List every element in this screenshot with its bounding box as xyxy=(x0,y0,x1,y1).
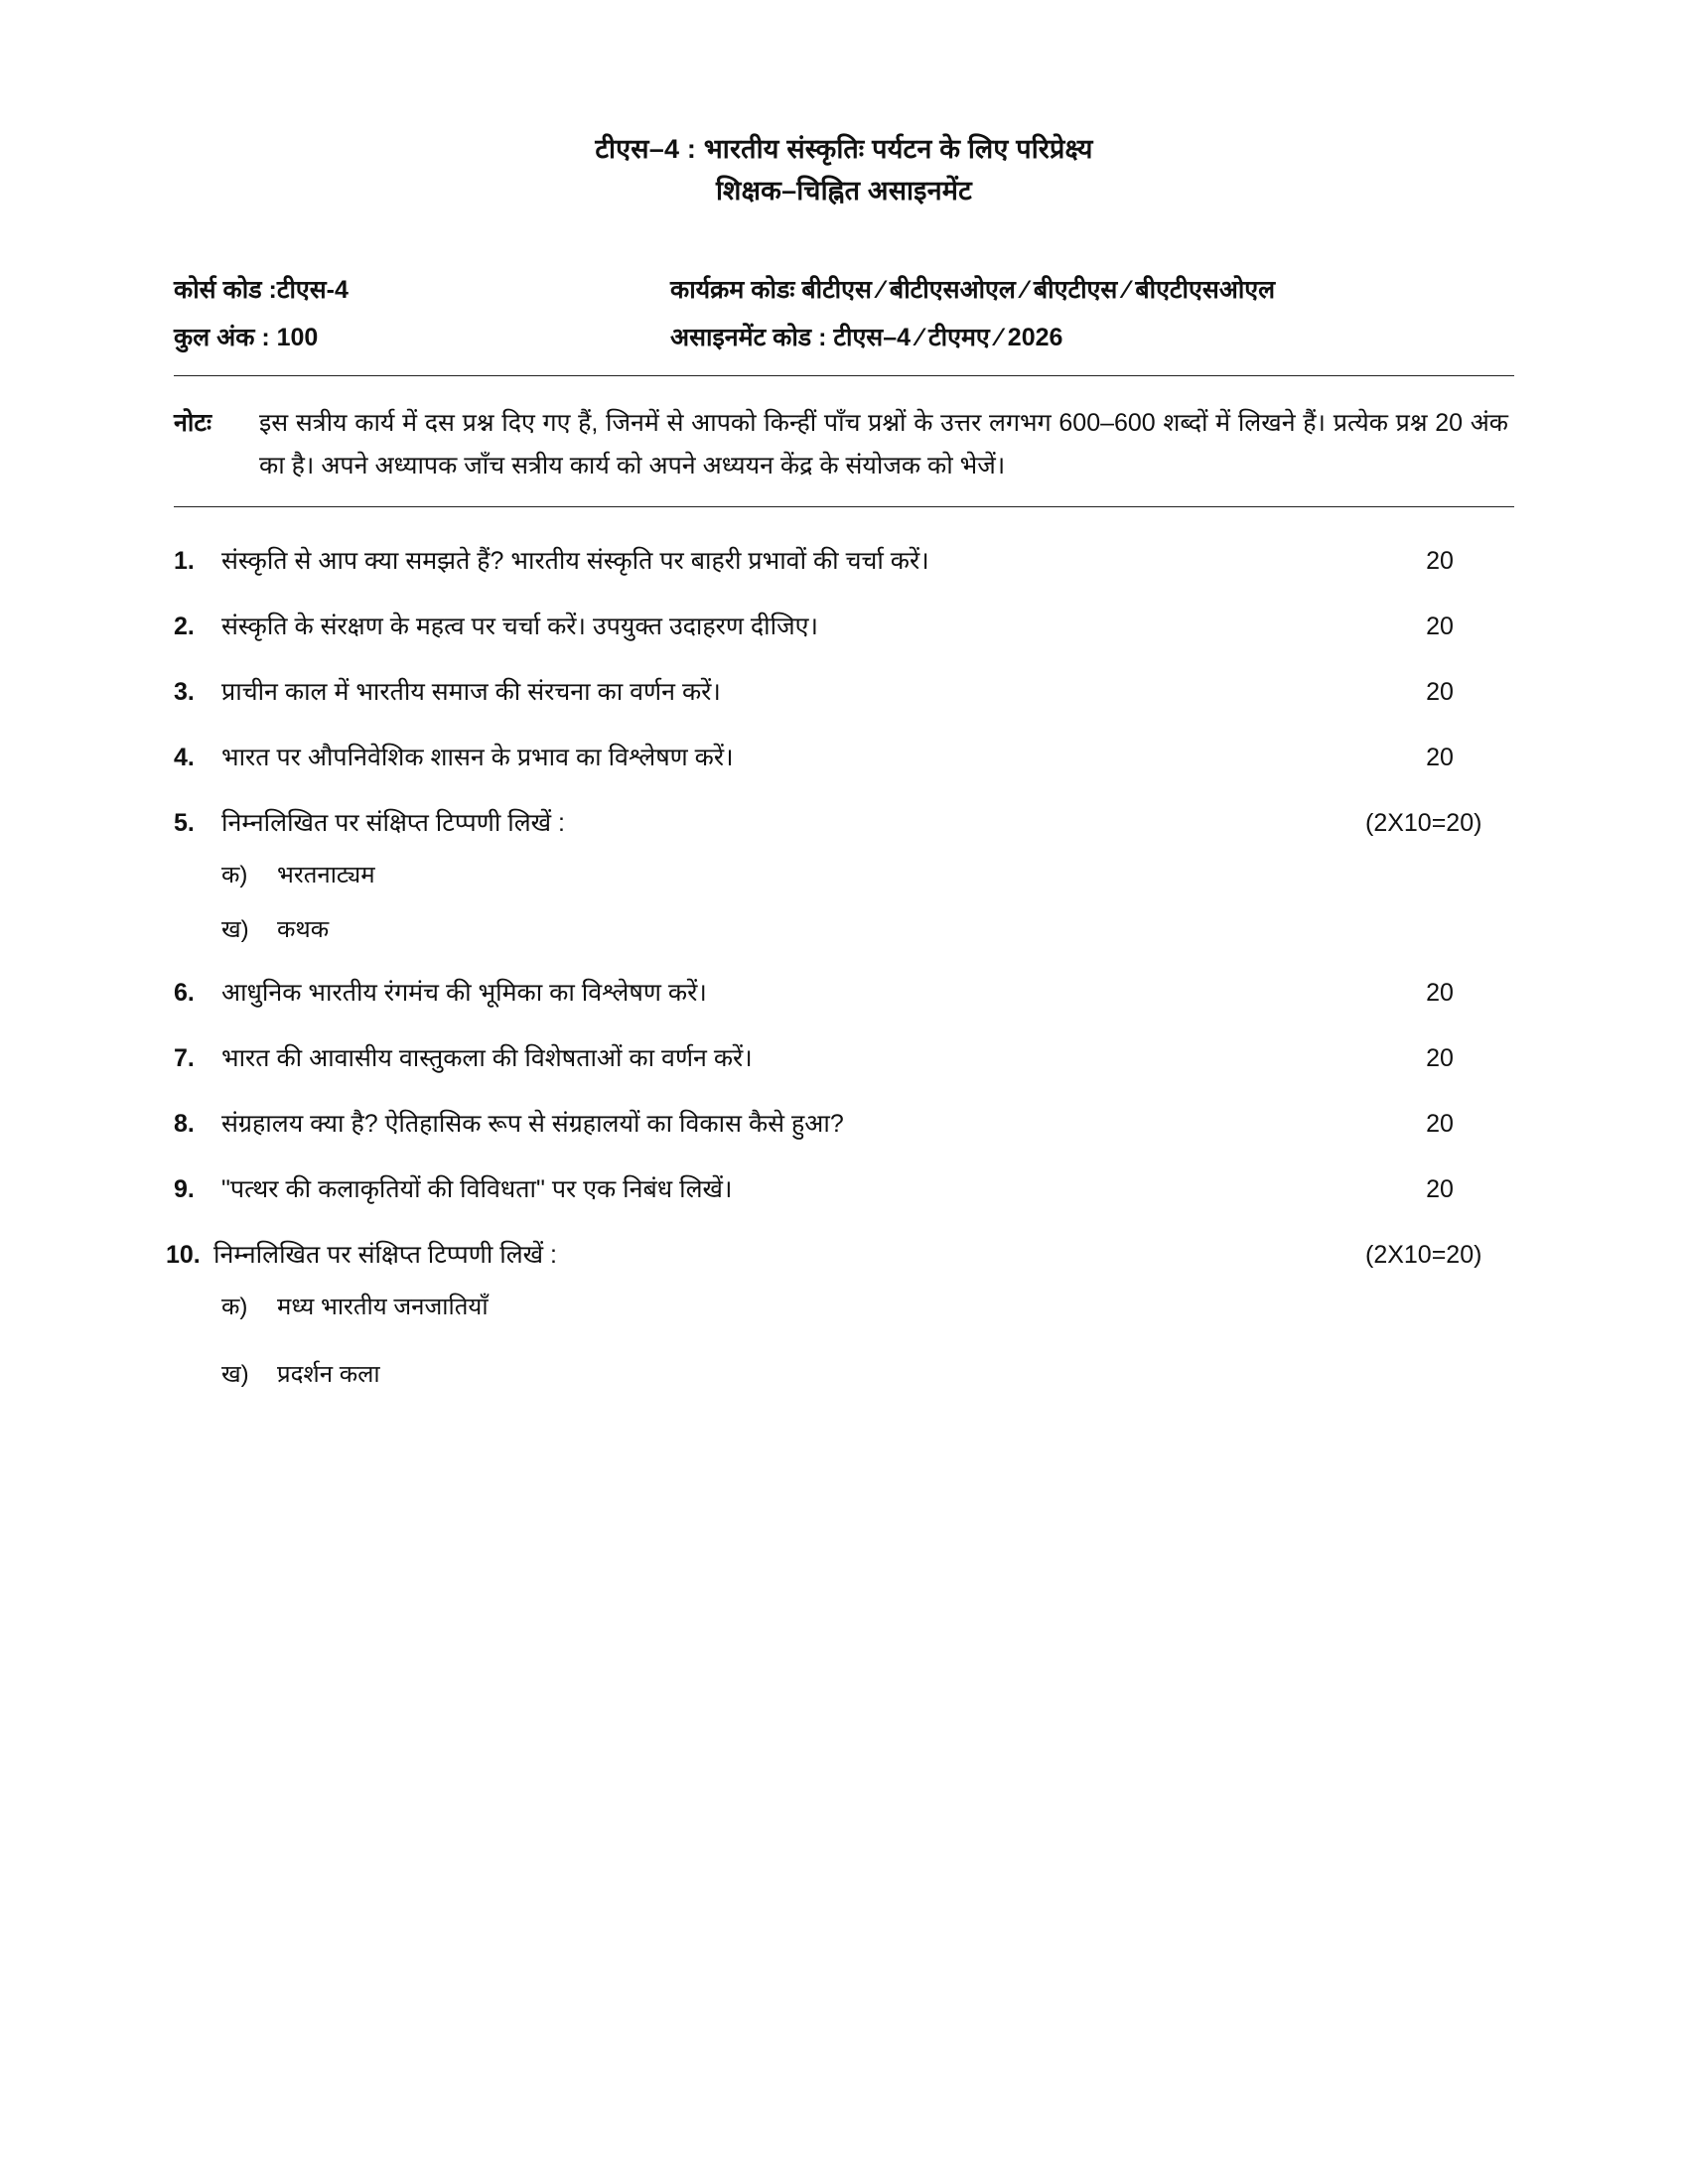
subitem-indent xyxy=(174,1356,221,1394)
question-item xyxy=(174,973,1514,1013)
question-item xyxy=(174,803,1514,843)
question-marks: 20 xyxy=(1426,1109,1454,1138)
question-item xyxy=(174,738,1514,777)
divider-top xyxy=(174,375,1514,376)
question-item xyxy=(166,1235,1514,1275)
document-title xyxy=(174,129,1514,212)
question-text: निम्नलिखित पर संक्षिप्त टिप्पणी लिखें : xyxy=(213,1240,558,1269)
questions-list xyxy=(166,541,1514,1395)
question-subitem xyxy=(174,1289,1514,1326)
question-number: 8. xyxy=(174,1109,195,1138)
question-number: 10. xyxy=(166,1240,201,1269)
question-number: 9. xyxy=(174,1174,195,1203)
question-number: 5. xyxy=(174,809,195,838)
question-text: "पत्थर की कलाकृतियों की विविधता" पर एक निबंध लिखें। xyxy=(221,1174,733,1203)
subitem-text: मध्य भारतीय जनजातियाँ xyxy=(277,1293,489,1320)
question-number: 3. xyxy=(174,678,195,707)
question-number: 6. xyxy=(174,978,195,1007)
question-item xyxy=(174,541,1514,581)
question-text: भारत पर औपनिवेशिक शासन के प्रभाव का विश्लेषण करें। xyxy=(221,744,734,772)
question-subitem xyxy=(174,911,1514,949)
question-text: प्राचीन काल में भारतीय समाज की संरचना का वर्णन करें। xyxy=(221,678,721,707)
course-code: कोर्स कोड :टीएस-4 xyxy=(174,275,349,304)
question-subitem xyxy=(174,1356,1514,1394)
subitem-label: क) xyxy=(221,862,248,889)
subitem-label: ख) xyxy=(221,915,249,943)
subitem-indent xyxy=(174,911,221,949)
note-block xyxy=(174,402,1514,489)
question-marks: 20 xyxy=(1426,613,1454,641)
question-marks: 20 xyxy=(1426,547,1454,576)
divider-bottom xyxy=(174,506,1514,507)
assignment-code: असाइनमेंट कोड : टीएस–4 ⁄ टीएमए ⁄ 2026 xyxy=(670,323,1063,351)
program-code: कार्यक्रम कोडः बीटीएस ⁄ बीटीएसओएल ⁄ बीएटीएस ⁄ बीएटीएसओएल xyxy=(670,275,1276,304)
question-item xyxy=(174,607,1514,646)
subitem-label: क) xyxy=(221,1293,248,1320)
title-line-primary: टीएस–4 : भारतीय संस्कृतिः पर्यटन के लिए परिप्रेक्ष्य xyxy=(595,134,1093,164)
question-item xyxy=(174,1104,1514,1144)
note-label: नोटः xyxy=(174,408,212,437)
question-number: 2. xyxy=(174,613,195,641)
question-marks: 20 xyxy=(1426,1043,1454,1072)
meta-row-codes xyxy=(174,272,1514,306)
subitem-label: ख) xyxy=(221,1361,249,1389)
question-item xyxy=(174,1169,1514,1209)
question-text: संस्कृति के संरक्षण के महत्व पर चर्चा करें। उपयुक्त उदाहरण दीजिए। xyxy=(221,613,818,641)
question-item xyxy=(174,1038,1514,1078)
subitem-indent xyxy=(174,857,221,894)
question-marks: (2X10=20) xyxy=(1365,809,1482,838)
total-marks: कुल अंक : 100 xyxy=(174,323,319,351)
question-number: 4. xyxy=(174,744,195,772)
question-text: निम्नलिखित पर संक्षिप्त टिप्पणी लिखें : xyxy=(221,809,566,838)
question-item xyxy=(174,672,1514,712)
subitem-text: भरतनाट्यम xyxy=(277,862,375,889)
question-text: संस्कृति से आप क्या समझते हैं? भारतीय संस्कृति पर बाहरी प्रभावों की चर्चा करें। xyxy=(221,547,929,576)
question-text: भारत की आवासीय वास्तुकला की विशेषताओं का वर्णन करें। xyxy=(221,1043,753,1072)
question-text: आधुनिक भारतीय रंगमंच की भूमिका का विश्लेषण करें। xyxy=(221,978,707,1007)
title-line-secondary: शिक्षक–चिह्नित असाइनमेंट xyxy=(716,175,972,205)
subitem-text: कथक xyxy=(277,915,330,943)
subitem-text: प्रदर्शन कला xyxy=(277,1361,380,1389)
course-meta-block xyxy=(174,272,1514,353)
note-text: इस सत्रीय कार्य में दस प्रश्न दिए गए हैं, जिनमें से आपको किन्हीं पाँच प्रश्नों के उत्तर लगभग 600–600 शब्दों में लिखने हैं। प्रत्येक प्रश्न 20 अंक का है। अपने अध्यापक जाँच सत्रीय कार्य को अपने अध्ययन केंद्र के संयोजक को भेजें। xyxy=(259,408,1508,480)
question-number: 1. xyxy=(174,547,195,576)
question-text: संग्रहालय क्या है? ऐतिहासिक रूप से संग्रहालयों का विकास कैसे हुआ? xyxy=(221,1109,844,1138)
question-marks: 20 xyxy=(1426,978,1454,1007)
question-subitem xyxy=(174,857,1514,894)
meta-row-marks xyxy=(174,320,1514,353)
question-marks: (2X10=20) xyxy=(1365,1240,1482,1269)
subitem-indent xyxy=(174,1289,221,1326)
question-marks: 20 xyxy=(1426,1174,1454,1203)
question-number: 7. xyxy=(174,1043,195,1072)
question-marks: 20 xyxy=(1426,678,1454,707)
question-marks: 20 xyxy=(1426,744,1454,772)
